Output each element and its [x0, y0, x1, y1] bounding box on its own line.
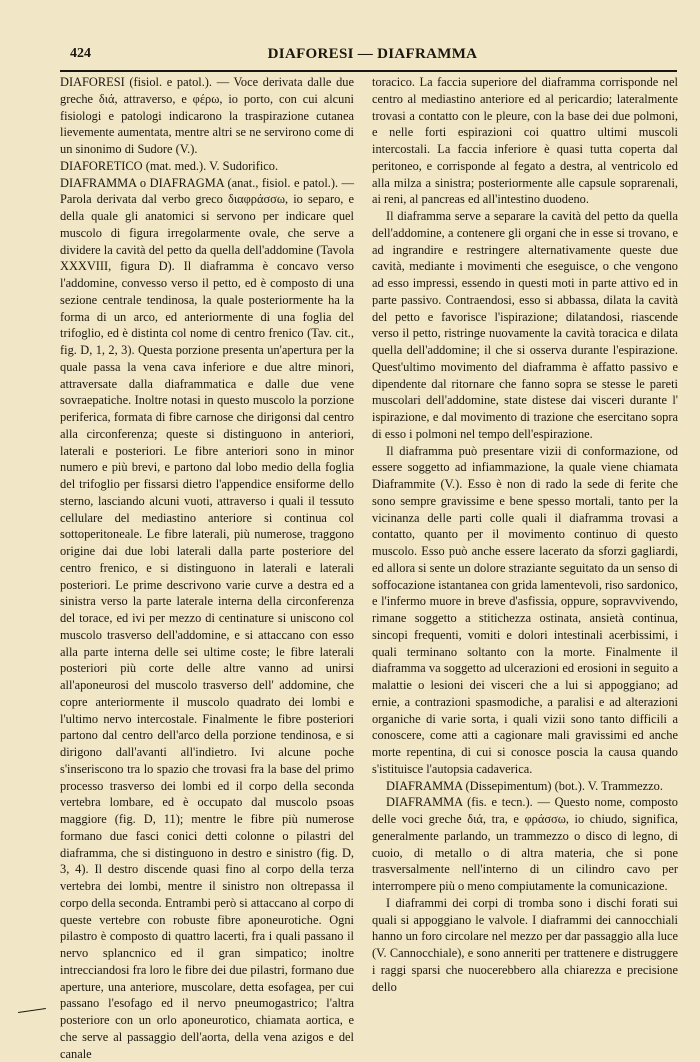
page-header — [70, 46, 675, 68]
entry-diaframma-fis: DIAFRAMMA (fis. e tecn.). — Questo nome, composto delle voci greche διά, tra, e φράσσω, io chiudo, significa, generalmente parlando, un trammezzo o disco di legno, di cuoio, di metallo o di altra materia, che si pone trasversalmente nell'interno di un cilindro cavo per interrompere più o meno compiutamente la comunicazione. — [372, 794, 678, 895]
running-head: DIAFORESI — DIAFRAMMA — [70, 46, 675, 63]
entry-diaframma-bot: DIAFRAMMA (Dissepimentum) (bot.). V. Trammezzo. — [372, 778, 678, 795]
paragraph-pathology: Il diaframma può presentare vizii di conformazione, od essere soggetto ad infiammazione, la quale viene chiamata Diaframmite (V.). Esso è non di rado la sede di ferite che sono sempre gravissime e bene spesso mortali, tanto per la vicinanza delle parti colle quali il diaframma trovasi a contatto, quanto per il movimento continuo di questo muscolo. Esso può anche essere lacerato da sforzi gagliardi, ed allora si sente un dolore straziante seguitato da un senso di soffocazione istantanea con grida lamentevoli, riso sardonico, e l'infermo muore in breve d'asfissia, oppure, sopravvivendo, rimane soggetto a stitichezza ostinata, ansietà continua, sincopi frequenti, vomiti e dolori intestinali acerbissimi, i quali terminano soltanto con la morte. Finalmente il diaframma va soggetto ad ulcerazioni ed erosioni in seguito a malattie o lesioni dei visceri che a lui si appoggiano; ad ernie, a contrazioni spasmodiche, a paralisi e ad alterazioni organiche di varie sorta, i quali vizii sono tanto difficili a conoscere, come atti a cagionare mali gravissimi ed anche morte repentina, di cui si conosce poscia la causa quando s'istituisce l'autopsia cadaverica. — [372, 443, 678, 778]
right-column — [372, 74, 678, 995]
entry-diaforesi: DIAFORESI (fisiol. e patol.). — Voce derivata dalle due greche διά, attraverso, e φέρω, io porto, con cui alcuni fisiologi e patologi indicarono la traspirazione cutanea lievemente aumentata, mentre altri se ne servirono come di un sinonimo di Sudore (V.). — [60, 74, 354, 158]
page-number: 424 — [70, 46, 91, 62]
left-column — [60, 74, 354, 1062]
paragraph-continuation: toracico. La faccia superiore del diaframma corrisponde nel centro al mediastino anteriore ed al pericardio; lateralmente trovasi a contatto con le pleure, con la base dei due polmoni, e nelle forti espirazioni coi quattro ultimi muscoli intercostali. La faccia inferiore è quasi tutta coperta dal peritoneo, e corrisponde al fegato a destra, al ventricolo ed alla milza a sinistra; posteriormente alle capsule soprarenali, ai reni, al pancreas ed all'intestino duodeno. — [372, 74, 678, 208]
paragraph-diaframmi: I diaframmi dei corpi di tromba sono i dischi forati sui quali si appoggiano le valvole. I diaframmi dei cannocchiali hanno un foro circolare nel mezzo per dar passaggio alla luce (V. Cannocchiale), e sono anneriti per trattenere e distruggere i raggi sparsi che nuocerebbero alla chiarezza e precisione dello — [372, 895, 678, 996]
entry-diaframma-anat: DIAFRAMMA o DIAFRAGMA (anat., fisiol. e patol.). — Parola derivata dal verbo greco διαφράσσω, io separo, e della quale gli anatomici si servono per indicare quel muscolo di figura irregolarmente ovale, che serve a dividere la cavità del petto da quella dell'addomine (Tavola XXXVIII, figura D). Il diaframma è concavo verso l'addomine, convesso verso il petto, ed è composto di una sezione centrale tendinosa, la quale posteriormente ha la forma di un arco, ed anteriormente di una foglia del trifoglio, ed è distinta col nome di centro frenico (Tav. cit., fig. D, 1, 2, 3). Questa porzione presenta un'apertura per la quale passa la vena cava inferiore e due altre minori, attraversate dalla diaframmatica e dalle due vene sovraepatiche. Inoltre notasi in questo muscolo la porzione periferica, formata di fibre carnose che dirigonsi dal centro alla circonferenza; queste si distinguono in anteriori, laterali e posteriori. Le fibre anteriori sono in minor numero e più brevi, e partono dal lobo medio della foglia del trifoglio per fissarsi dietro l'appendice ensiforme dello sterno, lasciando alcuni vuoti, attraverso i quali il tessuto cellulare del mediastino anteriore si continua col sottoperitoneale. Le fibre laterali, più numerose, traggono origine dai due lobi laterali dalla parte posteriore del centro frenico, e si distinguono in laterali e laterali posteriori. Le prime descrivono varie curve a destra ed a sinistra verso la parte laterale interna della circonferenza del torace, ed ivi per mezzo di centinature si uniscono col muscolo trasverso dell'addomine, e si attaccano con esso alla parte interna delle sei ultime coste; le fibre laterali posteriori più corte delle altre vanno ad unirsi all'aponeurosi del muscolo trasverso dell' addomine, che copre anteriormente il muscolo quadrato dei lombi e l'ultimo nervo intercostale. Finalmente le fibre posteriori partono dal centro dell'arco della porzione tendinosa, e si dirigono dall'avanti all'indietro. Ivi alcune poche s'inseriscono tra lo spazio che trovasi fra la base del primo processo trasverso dei lombi ed il corpo della seconda vertebra lombare, ed è occupato dal muscolo psoas maggiore (fig. D, 11); mentre le fibre più numerose formano due fasci conici detti colonne o pilastri del diaframma, che si distinguono in destro e sinistro (fig. D, 3, 4). Il destro discende quasi fino al corpo della terza vertebra dei lombi, mentre il sinistro non oltrepassa il corpo della seconda. Entrambi però si attaccano al corpo di queste vertebre con robuste fibre aponeurotiche. Ogni pilastro è composto di quattro lacerti, fra i quali passano il nervo splancnico ed il gran simpatico; inoltre intrecciandosi fra loro le fibre dei due pilastri, formano due aperture, una anteriore, muscolare, detta esofagea, per cui passano l'esofago ed il nervo pneumogastrico; l'altra posteriore con un orlo aponeurotico, chiamata aortica, e che serve al passaggio dell'aorta, della vena azigos e del canale — [60, 175, 354, 1062]
margin-mark — [18, 1008, 46, 1013]
header-rule — [60, 70, 677, 72]
entry-diaforetico: DIAFORETICO (mat. med.). V. Sudorifico. — [60, 158, 354, 175]
paragraph-function: Il diaframma serve a separare la cavità del petto da quella dell'addomine, a contenere gli organi che in esse si trovano, e ad ingrandire e restringere alternativamente queste due cavità, mediante i movimenti che eseguisce, o che vengono ad esso impressi, essendo in questi moti in parte attivo ed in parte passivo. Contraendosi, esso si abbassa, dilata la cavità del petto e favorisce l'ispirazione; dilatandosi, riascende verso il petto, ristringe nuovamente la cavità toracica e dilata quella dell'addomine; il che si osserva durante l'espirazione. Quest'ultimo movimento del diaframma è affatto passivo e dipendente dal ritornare che fanno sopra se stesse le pareti muscolari dell'addomine, state distese dai visceri durante l' ispirazione, e dal movimento di trazione che esercitano sopra di esso i polmoni nel tempo dell'espirazione. — [372, 208, 678, 443]
